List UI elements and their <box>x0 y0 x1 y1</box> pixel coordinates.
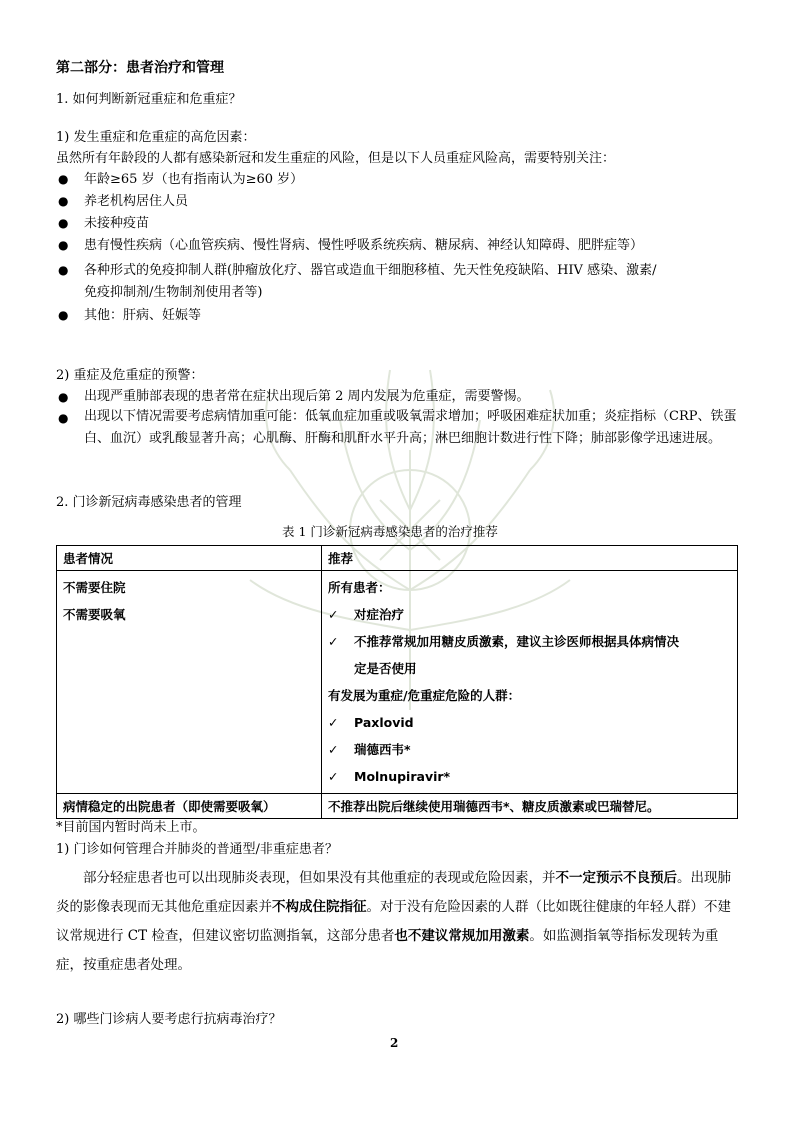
question-2: 2. 门诊新冠病毒感染患者的管理 <box>56 495 242 510</box>
check-icon: ✓ <box>328 634 339 649</box>
question-1: 1. 如何判断新冠重症和危重症？ <box>56 92 242 107</box>
subheading-risk-factors: 1) 发生重症和危重症的高危因素： <box>56 130 256 145</box>
check-icon: ✓ <box>328 607 339 622</box>
rec-subheading: 有发展为重症/危重症危险的人群： <box>328 688 521 703</box>
rec-item <box>328 709 731 736</box>
patient-condition: 不需要吸氧 <box>63 607 126 622</box>
table-row <box>57 794 738 819</box>
page-number: 2 <box>390 1036 399 1050</box>
table-caption: 表 1 门诊新冠病毒感染患者的治疗推荐 <box>282 524 498 539</box>
risk-item: 年龄≥65 岁（也有指南认为≥60 岁） <box>84 172 304 187</box>
table-cell-patient <box>57 571 322 794</box>
table-row <box>57 571 738 794</box>
rec-item <box>328 736 731 763</box>
rec-item-label: 不推荐常规加用糖皮质激素，建议主诊医师根据具体病情决 <box>354 634 680 649</box>
table-cell-patient: 病情稳定的出院患者（即使需要吸氧） <box>57 794 322 819</box>
subheading-antiviral: 2) 哪些门诊病人要考虑行抗病毒治疗？ <box>56 1012 282 1027</box>
section-title: 第二部分：患者治疗和管理 <box>56 60 224 76</box>
subheading-warning: 2) 重症及危重症的预警： <box>56 368 204 383</box>
rec-item <box>328 601 731 628</box>
table-footnote: *目前国内暂时尚未上市。 <box>56 820 206 835</box>
risk-item-continued: 免疫抑制剂/生物制剂使用者等) <box>84 285 263 300</box>
check-icon: ✓ <box>328 715 339 730</box>
bullet-icon: ● <box>58 238 69 252</box>
treatment-table <box>56 545 738 819</box>
table-header-cell: 推荐 <box>322 546 738 571</box>
rec-item <box>328 763 731 790</box>
risk-item: 各种形式的免疫抑制人群(肿瘤放化疗、器官或造血干细胞移植、先天性免疫缺陷、HIV 感染、激素/ <box>84 263 657 278</box>
table-cell-recommendation: 不推荐出院后继续使用瑞德西韦*、糖皮质激素或巴瑞替尼。 <box>322 794 738 819</box>
check-icon: ✓ <box>328 769 339 784</box>
bullet-icon: ● <box>58 390 69 404</box>
bullet-icon: ● <box>58 263 69 277</box>
bullet-icon: ● <box>58 216 69 230</box>
rec-item-label: 瑞德西韦* <box>354 742 411 757</box>
bullet-icon: ● <box>58 172 69 186</box>
table-header-row <box>57 546 738 571</box>
table-header-cell: 患者情况 <box>57 546 322 571</box>
risk-item: 其他：肝病、妊娠等 <box>84 308 202 323</box>
subheading-outpatient-pneumonia: 1) 门诊如何管理合并肺炎的普通型/非重症患者？ <box>56 842 338 857</box>
outpatient-paragraph: 部分轻症患者也可以出现肺炎表现，但如果没有其他重症的表现或危险因素，并不一定预示不良预后。出现肺炎的影像表现而无其他危重症因素并不构成住院指征。对于没有危险因素的人群（比如既往健康的年轻人群）不建议常规进行 CT 检查，但建议密切监测指氧，这部分患者也不建议常规加用激素。如监测指氧等指标发现转为重症，按重症患者处理。 <box>56 870 731 973</box>
rec-item-label: 对症治疗 <box>354 607 405 622</box>
patient-condition: 不需要住院 <box>63 580 126 595</box>
risk-item: 未接种疫苗 <box>84 216 150 231</box>
bullet-icon: ● <box>58 194 69 208</box>
warning-item: 出现严重肺部表现的患者常在症状出现后第 2 周内发展为危重症，需要警惕。 <box>84 389 530 404</box>
warning-item: 出现以下情况需要考虑病情加重可能：低氧血症加重或吸氧需求增加；呼吸困难症状加重；炎症指标（CRP、铁蛋白、血沉）或乳酸显著升高；心肌酶、肝酶和肌酐水平升高；淋巴细胞计数进行性下降；肺部影像学迅速进展。 <box>84 409 737 446</box>
table-cell-recommendation <box>322 571 738 794</box>
rec-subheading: 所有患者： <box>328 580 391 595</box>
rec-item-continued: 定是否使用 <box>354 661 417 676</box>
risk-item: 患有慢性疾病（心血管疾病、慢性肾病、慢性呼吸系统疾病、糖尿病、神经认知障碍、肥胖症等） <box>84 238 644 253</box>
risk-intro: 虽然所有年龄段的人都有感染新冠和发生重症的风险，但是以下人员重症风险高，需要特别关注： <box>56 151 616 166</box>
rec-item <box>328 628 731 655</box>
bullet-icon: ● <box>58 411 69 425</box>
rec-item-label: Paxlovid <box>354 715 414 730</box>
rec-item-label: Molnupiravir* <box>354 769 451 784</box>
check-icon: ✓ <box>328 742 339 757</box>
risk-item: 养老机构居住人员 <box>84 194 189 209</box>
bullet-icon: ● <box>58 308 69 322</box>
